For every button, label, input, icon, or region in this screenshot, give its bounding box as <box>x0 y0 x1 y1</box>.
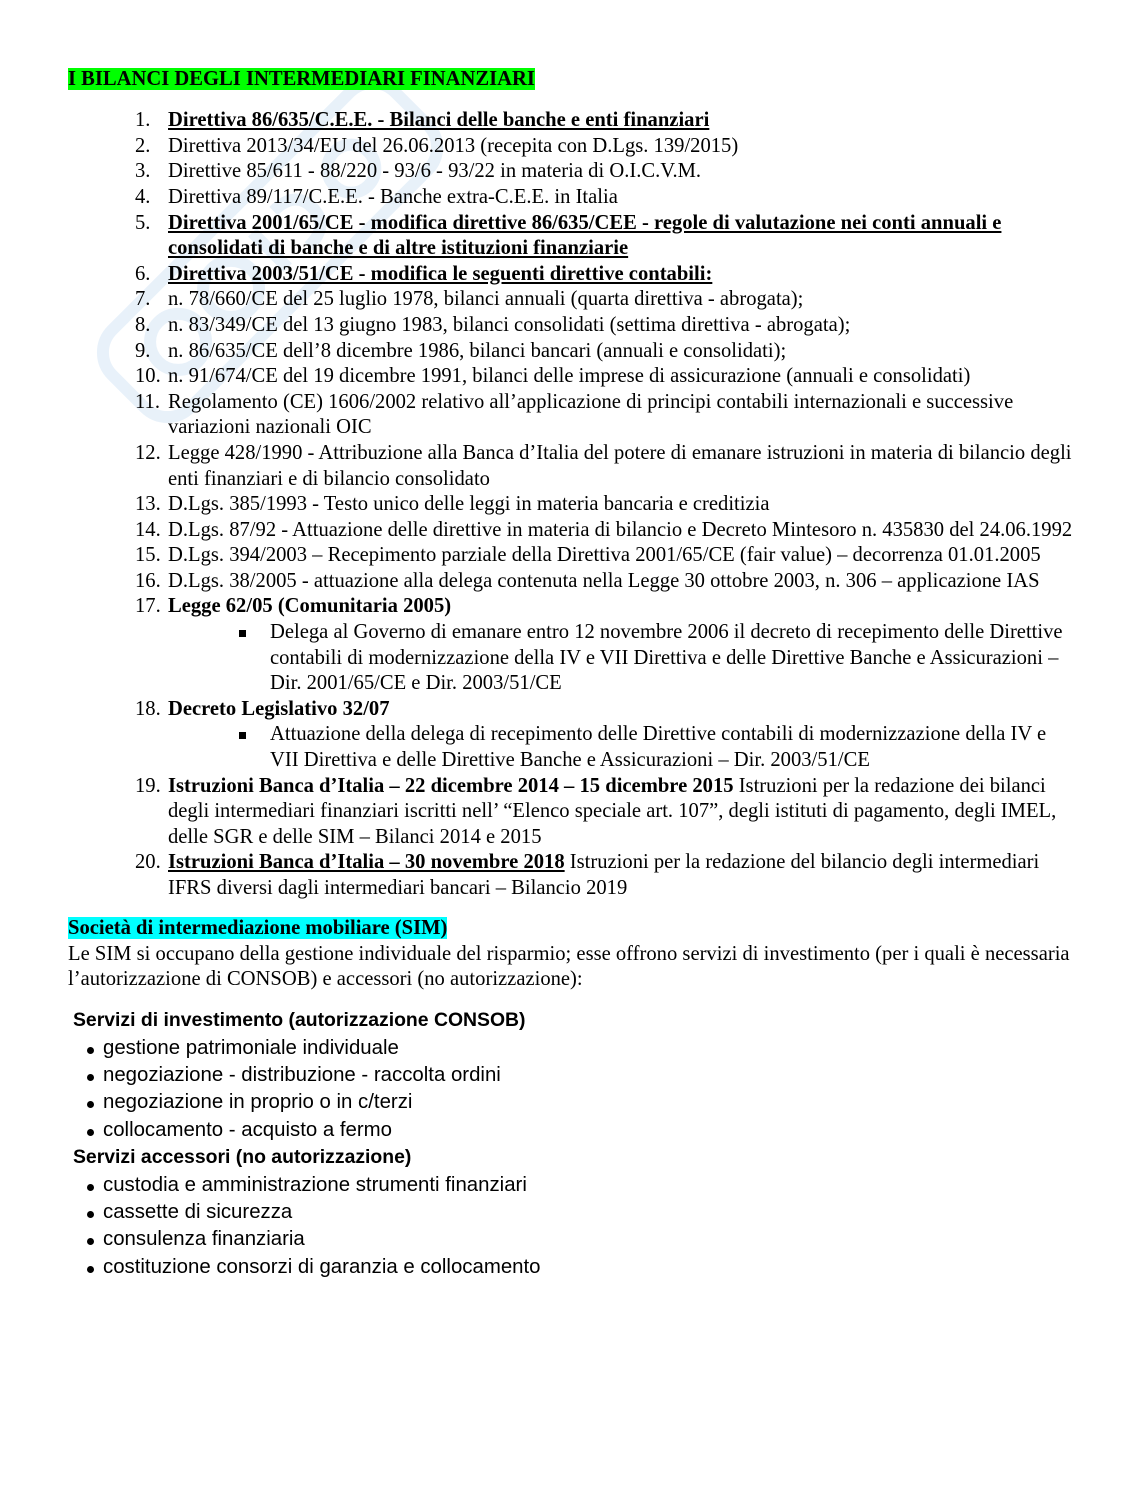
service-item-text: negoziazione - distribuzione - raccolta ordini <box>103 1064 501 1087</box>
service-item <box>0 1254 1148 1281</box>
service-item <box>0 1089 1148 1116</box>
list-text: consolidati di banche e di altre istituzioni finanziarie <box>168 237 629 260</box>
list-item-5 <box>0 211 1148 262</box>
list-text: n. 83/349/CE del 13 giugno 1983, bilanci consolidati (settima direttiva - abrogata); <box>168 313 851 336</box>
list-text: degli intermediari finanziari iscritti nell’ “Elenco speciale art. 107”, degli istituti di pagamento, degli IMEL, <box>168 800 1057 823</box>
list-text: n. 78/660/CE del 25 luglio 1978, bilanci annuali (quarta direttiva - abrogata); <box>168 288 804 311</box>
sim-paragraph <box>0 942 1148 993</box>
list-number: 7. <box>135 288 151 311</box>
list-item-11 <box>0 390 1148 441</box>
list-text <box>168 850 1039 876</box>
sub-bullet-text: contabili di modernizzazione della IV e VII Direttiva e delle Direttive Banche e Assicurazioni – <box>270 646 1059 669</box>
service-item-text: gestione patrimoniale individuale <box>103 1036 399 1059</box>
service-item-text: consulenza finanziaria <box>103 1228 305 1251</box>
list-text: Legge 428/1990 - Attribuzione alla Banca d’Italia del potere di emanare istruzioni in materia di bilancio degli <box>168 441 1072 464</box>
list-text: Direttive 85/611 - 88/220 - 93/6 - 93/22 in materia di O.I.C.V.M. <box>168 160 702 183</box>
list-number: 8. <box>135 313 151 336</box>
service-item <box>0 1117 1148 1144</box>
list-item-2 <box>0 134 1148 160</box>
service-item-text: negoziazione in proprio o in c/terzi <box>103 1091 413 1114</box>
services-block <box>0 1007 1148 1281</box>
section-heading-row <box>68 916 447 942</box>
sub-bullet-text: Attuazione della delega di recepimento delle Direttive contabili di modernizzazione della IV e <box>270 723 1047 746</box>
list-number: 6. <box>135 262 151 285</box>
list-item-7 <box>0 287 1148 313</box>
list-number: 14. <box>135 518 161 541</box>
sub-bullet-text: Dir. 2001/65/CE e Dir. 2003/51/CE <box>270 672 562 695</box>
list-text: D.Lgs. 385/1993 - Testo unico delle leggi in materia bancaria e creditizia <box>168 493 770 516</box>
list-text: enti finanziari e di bilancio consolidato <box>168 467 490 490</box>
list-number: 16. <box>135 569 161 592</box>
sub-bullet-text: VII Direttiva e delle Direttive Banche e Assicurazioni – Dir. 2003/51/CE <box>270 749 870 772</box>
list-item-16 <box>0 569 1148 595</box>
service-item-text: custodia e amministrazione strumenti finanziari <box>103 1173 527 1196</box>
list-text-rest: Istruzioni per la redazione del bilancio degli intermediari <box>564 851 1040 874</box>
bullet-icon <box>87 1238 94 1245</box>
services-group-heading: Servizi di investimento (autorizzazione CONSOB) <box>73 1009 526 1032</box>
legislation-list <box>0 108 1148 901</box>
list-item-20 <box>0 850 1148 901</box>
list-text <box>168 774 1046 800</box>
bullet-icon <box>87 1129 94 1136</box>
list-item-14 <box>0 518 1148 544</box>
list-text: Direttiva 2013/34/EU del 26.06.2013 (recepita con D.Lgs. 139/2015) <box>168 134 739 157</box>
list-item-4 <box>0 185 1148 211</box>
list-text: Direttiva 2003/51/CE - modifica le seguenti direttive contabili: <box>168 262 713 285</box>
list-item-6 <box>0 262 1148 288</box>
list-number: 18. <box>135 697 161 720</box>
list-number: 17. <box>135 595 161 618</box>
bullet-icon <box>87 1266 94 1273</box>
service-item-text: costituzione consorzi di garanzia e collocamento <box>103 1255 541 1278</box>
list-text: D.Lgs. 38/2005 - attuazione alla delega contenuta nella Legge 30 ottobre 2003, n. 306 – applicazione IAS <box>168 569 1040 592</box>
list-text: Regolamento (CE) 1606/2002 relativo all’applicazione di principi contabili internazionali e successive <box>168 390 1014 413</box>
list-number: 2. <box>135 134 151 157</box>
list-item-13 <box>0 492 1148 518</box>
list-text: Direttiva 2001/65/CE - modifica direttive 86/635/CEE - regole di valutazione nei conti annuali e <box>168 211 1002 234</box>
list-item-15 <box>0 543 1148 569</box>
list-number: 10. <box>135 365 161 388</box>
list-item-10 <box>0 364 1148 390</box>
list-number: 9. <box>135 339 151 362</box>
service-item <box>0 1199 1148 1226</box>
list-number: 11. <box>135 390 160 413</box>
service-item-text: cassette di sicurezza <box>103 1201 293 1224</box>
list-number: 5. <box>135 211 151 234</box>
list-item-19 <box>0 774 1148 851</box>
list-text: Direttiva 89/117/C.E.E. - Banche extra-C.E.E. in Italia <box>168 185 618 208</box>
bullet-icon <box>87 1184 94 1191</box>
list-text: Direttiva 86/635/C.E.E. - Bilanci delle banche e enti finanziari <box>168 109 710 132</box>
list-text: D.Lgs. 87/92 - Attuazione delle direttive in materia di bilancio e Decreto Mintesoro n. 435830 del 24.06.1992 <box>168 518 1073 541</box>
list-number: 13. <box>135 493 161 516</box>
square-bullet-icon <box>239 630 246 637</box>
document-title: I BILANCI DEGLI INTERMEDIARI FINANZIARI <box>68 68 535 91</box>
square-bullet-icon <box>239 732 246 739</box>
list-number: 19. <box>135 774 161 797</box>
list-text: delle SGR e delle SIM – Bilanci 2014 e 2015 <box>168 825 542 848</box>
list-number: 20. <box>135 851 161 874</box>
bullet-icon <box>87 1101 94 1108</box>
list-number: 4. <box>135 185 151 208</box>
list-text: n. 86/635/CE dell’8 dicembre 1986, bilanci bancari (annuali e consolidati); <box>168 339 787 362</box>
list-text: D.Lgs. 394/2003 – Recepimento parziale della Direttiva 2001/65/CE (fair value) – decorrenza 01.01.2005 <box>168 544 1041 567</box>
list-number: 12. <box>135 441 161 464</box>
bullet-icon <box>87 1211 94 1218</box>
document-title-row <box>68 67 535 93</box>
list-item-18 <box>0 697 1148 774</box>
list-number: 1. <box>135 109 151 132</box>
list-item-1 <box>0 108 1148 134</box>
list-text: Legge 62/05 (Comunitaria 2005) <box>168 595 452 618</box>
bullet-icon <box>87 1047 94 1054</box>
list-text: n. 91/674/CE del 19 dicembre 1991, bilanci delle imprese di assicurazione (annuali e consolidati) <box>168 365 971 388</box>
list-text: variazioni nazionali OIC <box>168 416 372 439</box>
list-text-bold: Istruzioni Banca d’Italia – 22 dicembre 2014 – 15 dicembre 2015 <box>168 774 734 797</box>
list-item-12 <box>0 441 1148 492</box>
service-item <box>0 1062 1148 1089</box>
list-text: IFRS diversi dagli intermediari bancari – Bilancio 2019 <box>168 877 628 899</box>
paragraph-line: Le SIM si occupano della gestione individuale del risparmio; esse offrono servizi di investimento (per i quali è necessaria <box>68 942 1070 965</box>
service-item <box>0 1172 1148 1199</box>
list-item-8 <box>0 313 1148 339</box>
bullet-icon <box>87 1074 94 1081</box>
service-item <box>0 1226 1148 1253</box>
list-item-9 <box>0 339 1148 365</box>
section-heading: Società di intermediazione mobiliare (SIM) <box>68 917 448 940</box>
list-text: Decreto Legislativo 32/07 <box>168 697 390 720</box>
list-text-rest: Istruzioni per la redazione dei bilanci <box>733 774 1046 797</box>
services-group-heading: Servizi accessori (no autorizzazione) <box>73 1146 412 1169</box>
list-number: 3. <box>135 160 151 183</box>
list-text-bold: Istruzioni Banca d’Italia – 30 novembre 2018 <box>168 851 565 874</box>
list-item-17 <box>0 594 1148 696</box>
service-item-text: collocamento - acquisto a fermo <box>103 1118 393 1141</box>
sub-bullet-text: Delega al Governo di emanare entro 12 novembre 2006 il decreto di recepimento delle Direttive <box>270 621 1063 644</box>
list-number: 15. <box>135 544 161 567</box>
list-item-3 <box>0 159 1148 185</box>
service-item <box>0 1035 1148 1062</box>
paragraph-line: l’autorizzazione di CONSOB) e accessori (no autorizzazione): <box>68 968 583 991</box>
